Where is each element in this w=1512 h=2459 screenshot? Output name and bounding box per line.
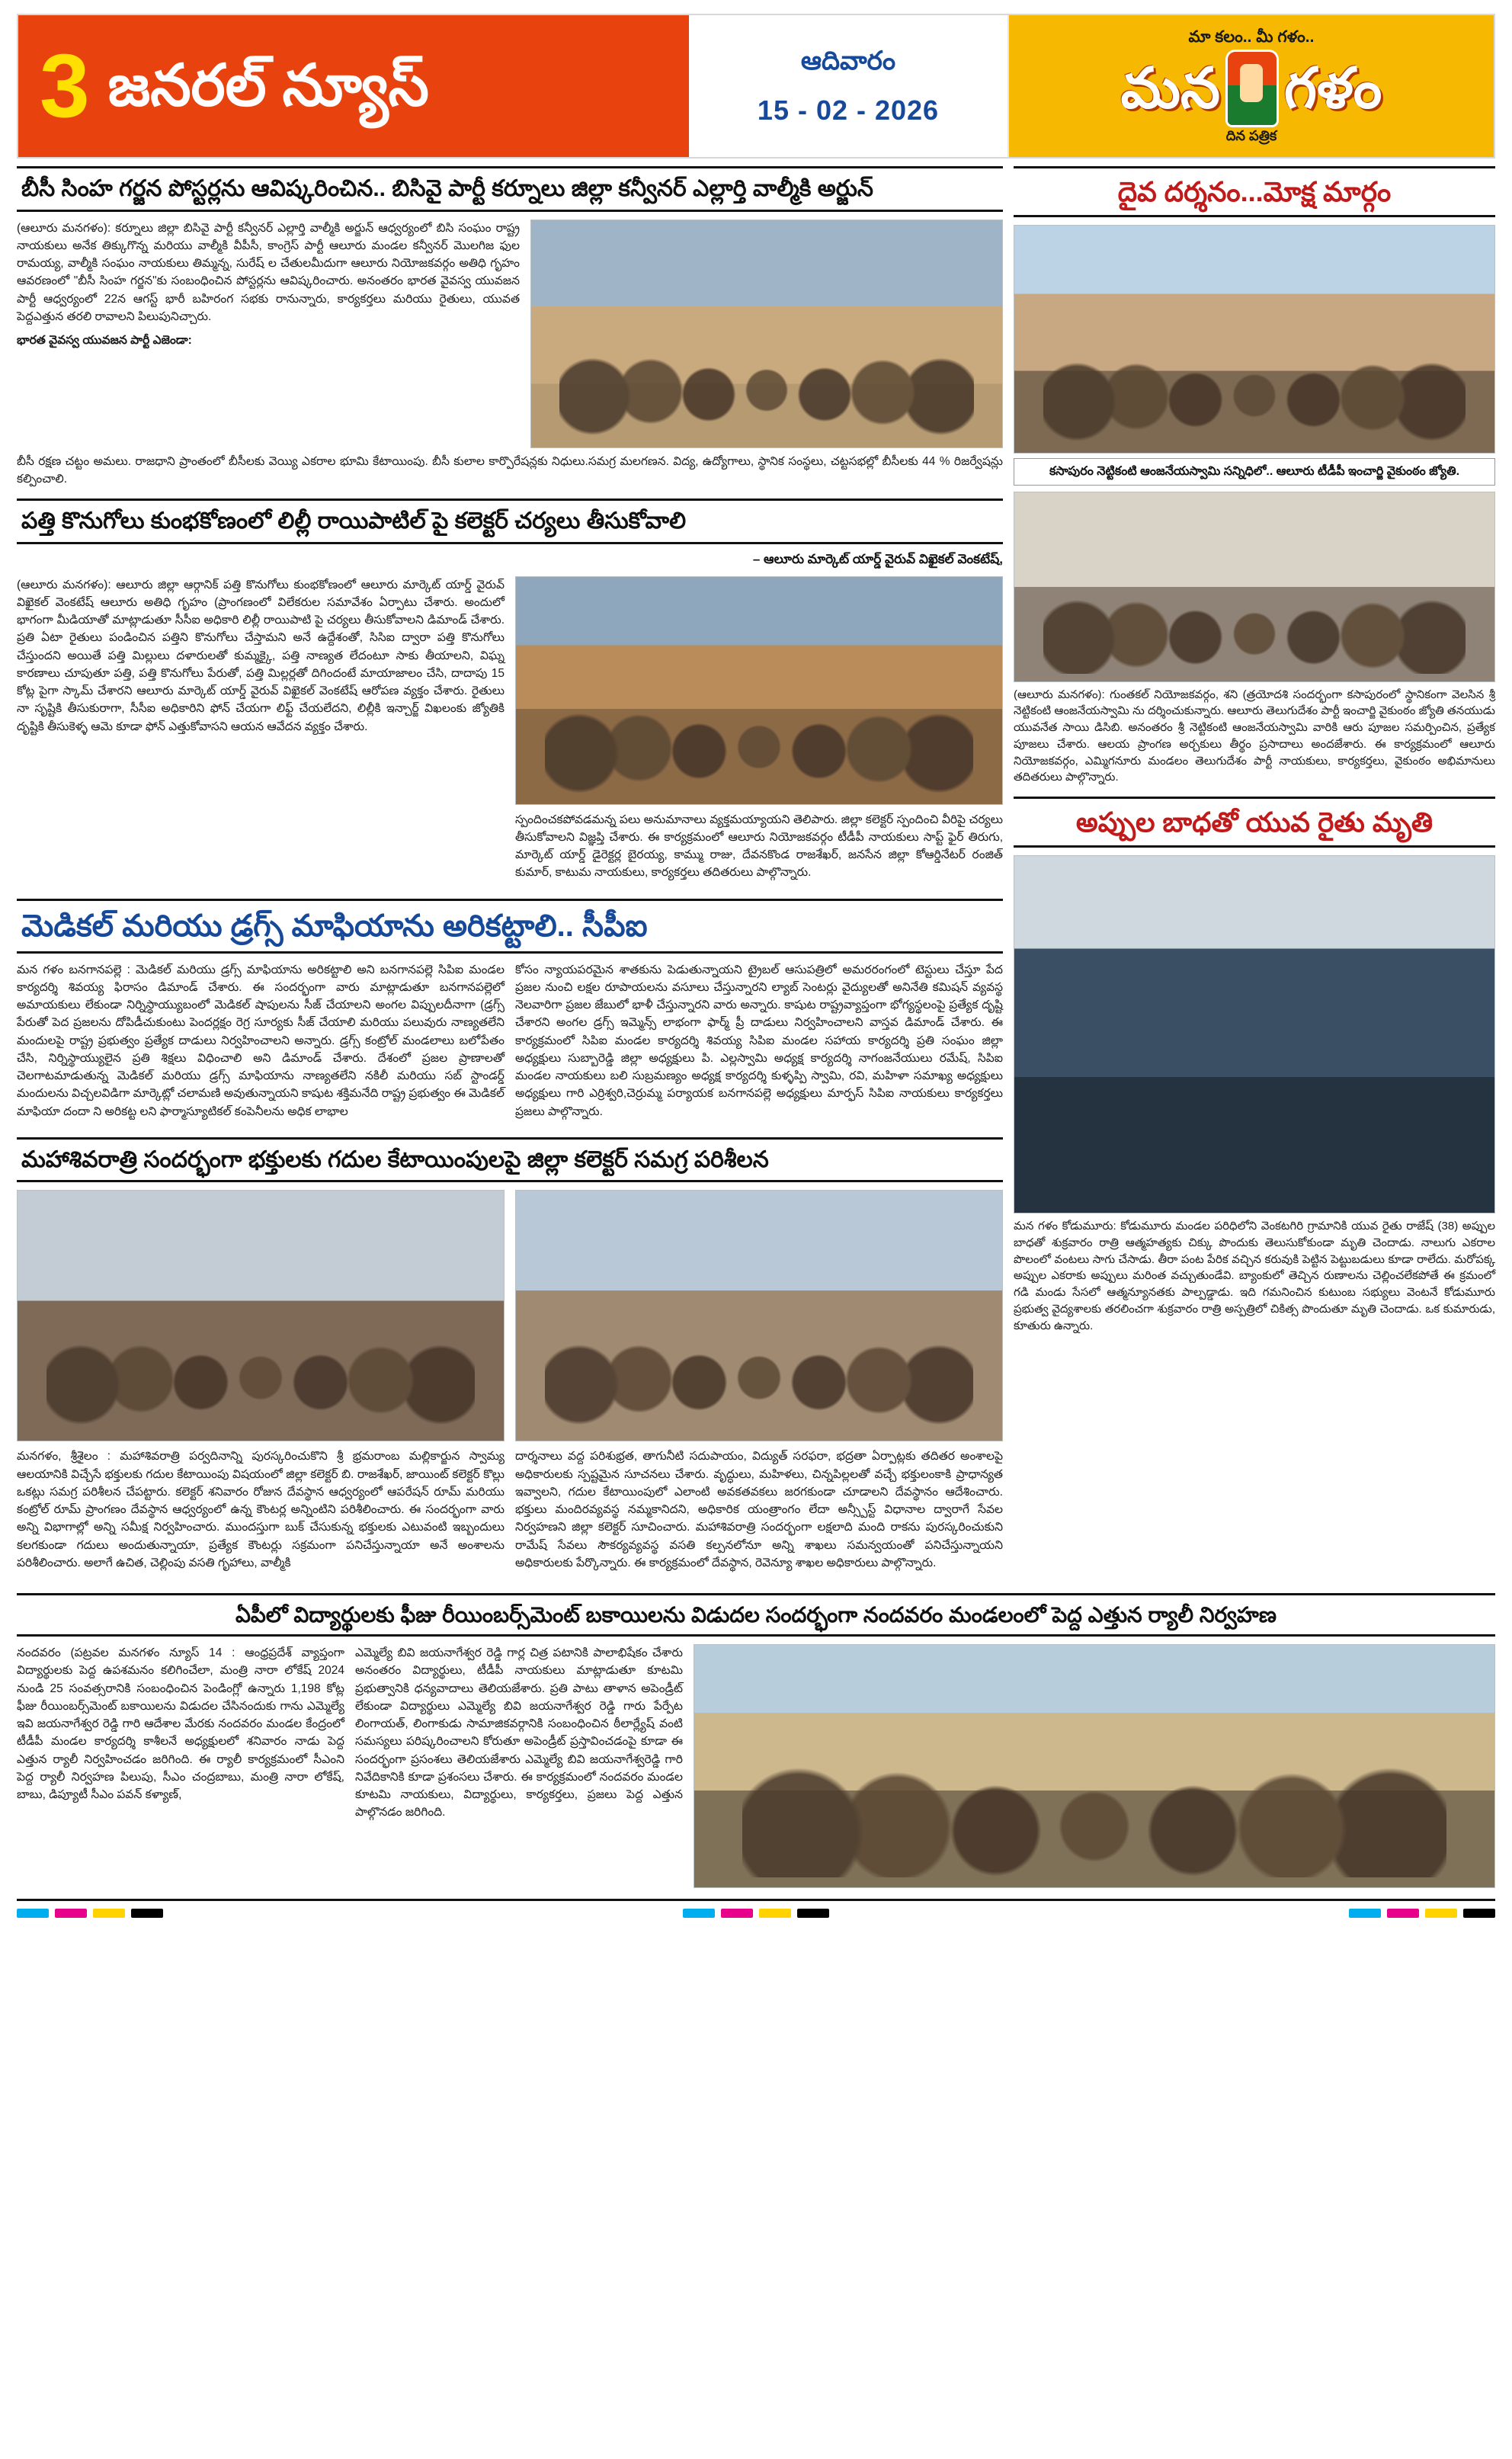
color-swatch-magenta — [55, 1909, 87, 1918]
article-medical — [17, 899, 1003, 1127]
content-grid — [17, 166, 1495, 1589]
shivaratri-photos — [17, 1190, 1003, 1578]
color-swatch-magenta — [721, 1909, 753, 1918]
headline-medical: మెడికల్ మరియు డ్రగ్స్ మాఫియాను అరికట్టాలి.. సీపీఐ — [17, 899, 1003, 954]
footer-dots-right — [1349, 1909, 1495, 1918]
color-swatch-cyan — [1349, 1909, 1381, 1918]
color-swatch-cyan — [683, 1909, 715, 1918]
patti-body: (ఆలూరు మనగళం): ఆలూరు జిల్లా ఆర్గానిక్ పత్తి కొనుగోలు కుంభకోణంలో ఆలూరు మార్కెట్ యార్డ్ వైరువ్ విఖైకల్ వెంకటేష్ ఆలూరు అతిధి గృహం (ప్రాంగణంలో విలేకరుల సమావేశం ఏర్పాటు చేశారు. అందులో భాగంగా మీడియాతో మాట్లాడుతూ సీసీఐ అధికారి లిల్లీ రాయిపాటి పై చర్యలు తీసుకోవాలని డిమాండ్ చేశారు. ప్రతి ఏటా రైతులు పండించిన పత్తిని కొనుగోలు చేస్తామని అనే ఉద్దేశంతో, సిసిఐ ద్వారా పత్తి కొనుగోలు చేస్తుందని అయితే పత్తి మిల్లులు దళారులతో కుమ్మక్కై, పత్తి నాణ్యత లేదంటూ సాకు తీయాలని, విఘ్న కారణాలు చూపుతూ పత్తి, పత్తి కొనుగోలు పేరుతో, పత్తి మిల్లర్లతో దిగిందంటే మాయాజాలం చేసి, దాదాపు 15 కోట్ల పైగా స్కామ్ చేశారని ఆలూరు మార్కెట్ యార్డ్ వైరువ్ విఖైకల్ వెంకటేష్ ఆరోపణ వ్యక్తం చేశారు. రైతులు నా సృష్టికి తీసుకురాగా, సీసీఐ అధికారిని ఫోన్ చేయగా లిఫ్ట్ చేయలేదని, లిల్లీకి ఇన్చార్జ్ విఖలంకు జ్యోతికి దృష్టికి తీసుకెళ్ళ ఆమె కూడా ఫోన్ ఎత్తుకోవాసని ఆయన ఆవేదన వ్యక్తం చేశారు. — [17, 578, 505, 733]
main-column — [17, 166, 1003, 1589]
logo-subtitle: దిన పత్రిక — [1225, 128, 1277, 143]
shivaratri-col1: మనగళం, శ్రీశైలం : మహాశివరాత్రి పర్వదినాన్ని పురస్కరించుకొని శ్రీ భ్రమరాంబ మల్లికార్జున స్వామ్య ఆలయానికి విచ్చేసే భక్తులకు గదుల కేటాయింపు విషయంలో జిల్లా కలెక్టర్ బి. రాజశేఖర్, జాయింట్ కలెక్టర్ కొల్లు ఒకట్లు సమగ్ర పరిశీలన చేపట్టారు. కలెక్టర్ శనివారం రోజున దేవస్థాన ఆధ్వర్యంలో ఆపరేషన్ రూమ్ మరియు కంట్రోల్ రూమ్ ప్రాంగణం దేవస్థాన ఆధ్వర్యంలో ఉన్న కౌంటర్ల అన్నింటిని పరిశీలించారు. ఈ సందర్భంగా వారు అన్ని విభాగాల్లో అన్ని సమీక్ష నిర్వహించారు. ముందస్తుగా బుక్ చేసుకున్న భక్తులకు ఎటువంటి ఇబ్బందులు కలగకుండా గదులు అందుతున్నాయా, ప్రత్యేక కౌంటర్లు సక్రమంగా పనిచేస్తున్నాయా అనే అంశాలను పరిశీలించారు. అలాగే ఉచిత, చెల్లింపు వసతి గృహాలు, వాల్మీకి — [17, 1450, 505, 1569]
article-daiva — [1014, 166, 1495, 786]
masthead-left — [18, 15, 689, 157]
footer-registration-bars — [17, 1899, 1495, 1918]
appula-body: మన గళం కోడుమూరు: కోడుమూరు మండల పరిధిలోని వెంకటగిరి గ్రామానికి యువ రైతు రాజేష్ (38) అప్పుల బాధతో శుక్రవారం రాత్రి ఆత్మహత్యకు చిక్కు పొందుకు తెలుసుకోకుండా మృతి చెందాడు. నాలుగు ఎకరాల పొలంలో వంటలు సాగు చేసాడు. తీరా పంట పేరిక వచ్చిన కరువుకి పెట్టిన పెట్టుబడులు కూడా రాలేదు. మరోపక్క అప్పుల ఎకరాకు అప్పులు మరింత వచ్చుతుండేవి. బ్యాంకులో తెచ్చిన రుణాలను చెల్లించలేకపోతే ఈ క్రమంలో గడి మండు సేసలో ఆత్మన్యూనతకు పాల్పడ్డాడు. ఇది గమనించిన కుటుంబ సభ్యులు వెంటనే కోడుమూరు ప్రభుత్వ వైద్యశాలకు తరలించగా శుక్రవారం రాత్రి అస్పత్రిలో చికిత్స పొందుతూ మృతి చెందాడు. ఒక కుమారుడు, కూతురు ఉన్నారు. — [1014, 1220, 1495, 1332]
photo-press-meet — [515, 576, 1003, 805]
bc-simha-flow — [17, 220, 1003, 448]
photo-poster-release — [530, 220, 1003, 448]
right-column — [1014, 166, 1495, 1589]
photo-farmer-portrait — [1014, 855, 1495, 1213]
article-mahashivaratri — [17, 1137, 1003, 1578]
tagline: మా కలం.. మీ గళం.. — [1188, 28, 1315, 46]
daiva-caption-text: (ఆలూరు మనగళం): గుంతకల్ నియోజకవర్గం, శని (త్రయోదశి సందర్భంగా కసాపురంలో స్థానికంగా వెలసిన శ్రీ నెట్టికంటి ఆంజనేయస్వామి ను దర్శించుకున్నారు. ఆలూరు తెలుగుదేశం పార్టీ ఇంచార్జి వైకుంఠం జ్యోతి తనయుడు యువనేత సాయి డిసిబి. అనంతరం శ్రీ నెట్టికంటి ఆంజనేయస్వామి వారికి ఆరు పూజల సమర్పించిన, ప్రత్యేక పూజలు చేశారు. ఆలయ ప్రాంగణ అర్చకులు తీర్థం ప్రసాదాలు అందజేశారు. ఈ కార్యక్రమంలో ఆలూరు నియోజకవర్గం, ఎమ్మిగనూరు మండలం తెలుగుదేశం పార్టీ నాయకులు, కార్యకర్తలు, వైకుంఠం అభిమానులు తదితరులు పాల్గొన్నారు. — [1014, 688, 1495, 784]
headline-mahashivaratri: మహాశివరాత్రి సందర్భంగా భక్తులకు గదుల కేటాయింపులపై జిల్లా కలెక్టర్ సమగ్ర పరిశీలన — [17, 1137, 1003, 1183]
logo-word-2: గళం — [1283, 56, 1382, 120]
article-appula — [1014, 797, 1495, 1334]
caption-temple: కసాపురం నెట్టికంటి ఆంజనేయస్వామి సన్నిధిలో.. ఆలూరు టీడీపీ ఇంచార్జి వైకుంఠం జ్యోతి. — [1014, 458, 1495, 486]
color-swatch-black — [797, 1909, 829, 1918]
section-title: జనరల్ న్యూస్ — [107, 53, 429, 118]
color-swatch-yellow — [1425, 1909, 1457, 1918]
headline-patti: పత్తి కొనుగోలు కుంభకోణంలో లిల్లీ రాయిపాటిల్ పై కలెక్టర్ చర్యలు తీసుకోవాలి — [17, 499, 1003, 544]
photo-collector-review-2 — [515, 1190, 1003, 1441]
headline-bc-simha: బీసీ సింహ గర్జన పోస్టర్లను ఆవిష్కరించిన.. బిసివై పార్టీ కర్నూలు జిల్లా కన్వీనర్ ఎల్లార్తి వాల్మీకి అర్జున్ — [17, 166, 1003, 212]
headline-appula: అప్పుల బాధతో యువ రైతు మృతి — [1014, 797, 1495, 848]
masthead — [17, 14, 1495, 159]
fist-icon — [1228, 52, 1277, 125]
color-swatch-yellow — [93, 1909, 125, 1918]
fee-col1: నందవరం (పట్రవల మనగళం న్యూస్ 14 : ఆంధ్రప్రదేశ్ వ్యాప్తంగా విద్యార్థులకు పెద్ద ఉపశమనం కలిగించేలా, మంత్రి నారా లోకేష్ 2024 నుండి 25 సంవత్సరానికి సంబంధించిన పెండింగ్లో ఉన్నారు 1,198 కోట్ల ఫీజు రీయింబర్స్‌మెంట్ బకాయిలను విడుదల చేసినందుకు గాను ఎమ్మెల్యే ఇవి జయనాగేశ్వర రెడ్డి గారి ఆదేశాల మేరకు నందవరం మండల కేంద్రంలో టీడీపీ మండల కార్యదర్శి కాశీలనే అధ్యక్షులలో శనివారం నాడు పెద్ద ఎత్తున ర్యాలీ నిర్వహించడం జరిగింది. ఈ ర్యాలీ కార్యక్రమంలో సీఎంని పెద్ద ర్యాలీ నిర్వహణ పిలుపు, సీఎం చంద్రబాబు, మంత్రి నారా లోకేష్, బాబు, డిప్యూటీ సీఎం పవన్ కళ్యాణ్, — [17, 1646, 344, 1801]
medical-col1: మన గళం బనగానపల్లె : మెడికల్ మరియు డ్రగ్స్ మాఫియాను అరికట్టాలి అని బనగానపల్లె సిపిఐ మండల కార్యదర్శి శివయ్య ఫిరాసం డిమాండ్ చేశారు. ఈ సందర్భంగా వారు మాట్లాడుతూ బనగానపల్లెలో అమాయకులు లేకుండా నిర్నిస్థాయ్యుబంలో మెడికల్ షాపులను సీజ్ చేయాలని అంగల విప్పులదీనాగా (డ్రగ్స్ పేరుతో పెద ప్రజలను దోపిడీచుకుంటు పెందర్లక్షం రెగ్ర సూర్యకు సీజ్ చేయాలి మరియు పలువురు నాణ్యతలేని మందులపై రాష్ట్ర ప్రభుత్వం ప్రత్యేక దాడులు నిర్వహించాలని అన్నారు. డ్రగ్స్ కంట్రోల్ మండలాలు బలోపేతం చేసి, నిర్నిస్థాయ్యులైన ప్రతి శిక్షలు విధించాలి అని డిమాండ్ చేశారు. దేశంలో ప్రజల ప్రాణాలతో చెలగాటమాడుతున్న మెడికల్ మరియు డ్రగ్స్ మాఫియాను నాణ్యతలేని నకిలీ మరియు సబ్ స్టాండర్డ్ మందులను విచ్చలవిడిగా మార్కెట్లో చలామణి అవుతున్నాయని కాషుట శక్తిమనేది రాష్ట్ర ప్రభుత్వం ఈ మెడికల్ మాఫియా దందా ని అరికట్ట లని ఫార్మాస్యూటికల్ కంపెనీలను అధిక లాభాల — [17, 963, 505, 1118]
shivaratri-col2: దార్శనాలు వద్ద పరిశుభ్రత, తాగునీటి సదుపాయం, విద్యుత్ సరఫరా, భద్రతా ఏర్పాట్లకు తదితర అంశాలపై అధికారులకు స్పష్టమైన సూచనలు చేశారు. వృద్ధులు, మహిళలు, చిన్నపిల్లలతో వచ్చే భక్తులంకాకి ప్రాధాన్యత ఇవ్వాలని, గదుల కేటాయింపులో ఎలాంటి అవకతవకలు జరగకుండా చూడాలని దేవస్థానం ఆదేశించారు. భక్తులు మందిరవ్యవస్థ నమ్మకానిదని, అధికారిక యంత్రాంగం లేదా అన్స్పీస్ట్ విధానాల ద్వారాగే సేవల నిర్వహణని జిల్లా కలెక్టర్ సూచించారు. మహాశివరాత్రి సందర్భంగా లక్షలాది మంది రాకను పురస్కరించుకుని రామేష్ సేవలు సౌకర్యవ్యవస్థ వసతి కల్పనలోనూ అన్ని శాఖలు సమన్వయంతో పనిచేస్తున్నాయని అధికారులకు పేర్కొన్నారు. ఈ కార్యక్రమంలో దేవస్థాన, రెవెన్యూ శాఖల అధికారులు పాల్గొన్నారు. — [515, 1450, 1003, 1569]
patti-body-right: స్పందించకపోవడమన్న పలు అనుమానాలు వ్యక్తమయ్యాయని తెలిపారు. జిల్లా కలెక్టర్ స్పందించి వీరిపై చర్యలు తీసుకోవాలని విజ్ఞప్తి చేశారు. ఈ కార్యక్రమంలో ఆలూరు నియోజకవర్గం టీడీపీ నాయకులు సాప్ట్ ఫైర్ తిరుగు, మార్కెట్ యార్డ్ డైరెక్టర్ల బైరయ్య, కామ్ము రాజు, దేవనకొండ రాజశేఖర్, జనసేన జిల్లా కోఆర్డినేటర్ రంజిత్ కుమార్, కాటుమ నాయకులు, కార్యకర్తలు తదితరులు పాల్గొన్నారు. — [515, 813, 1003, 880]
bc-simha-body-1: (ఆలూరు మనగళం): కర్నూలు జిల్లా బిసివై పార్టీ కన్వీనర్ ఎల్లార్తి వాల్మీకి అర్జున్ ఆధ్వర్యంలో బిసి సంఘం రాష్ట్ర నాయకులు అనేక తిక్కుగొన్న మరియు వాల్మీకి వీపీసీ, కాంగ్రెస్ పార్టీ ఆలూరు మండల కన్వీనర్ మొలగిజ ఫుల రామయ్య, వాల్మీకి సంఘం నాయకులు తిమ్మన్న, సురేష్ ల చేతులమీదుగా ఆలూరు నియోజకవర్గం అతిధి గృహం ఆవరణంలో "బీసీ సింహ గర్జన"కు సంబంధించిన పోస్టర్లను ఆవిష్కరించారు. అనంతరం భారత వైవస్వ యువజన పార్టీ ఆధ్వర్యంలో 22న ఆగస్ట్ భారీ బహిరంగ సభకు రానున్నారు, కార్యకర్తలు మరియు రైతులు, యువత పెద్దఎత్తున తరలి రావాలని పిలుపునిచ్చారు. — [17, 221, 520, 323]
headline-fee: ఏపీలో విద్యార్థులకు ఫీజు రీయింబర్స్‌మెంట్ బకాయిలను విడుదల సందర్భంగా నందవరం మండలంలో పెద్ద ఎత్తున ర్యాలీ నిర్వహణ — [17, 1593, 1495, 1637]
publication-day: ఆదివారం — [800, 46, 896, 75]
color-swatch-black — [131, 1909, 163, 1918]
bc-simha-subhead: భారత వైవస్వ యువజన పార్టీ ఎజెండా: — [17, 334, 192, 347]
masthead-logo-block — [1009, 15, 1494, 157]
masthead-date-block — [689, 15, 1009, 157]
logo — [1121, 52, 1382, 125]
footer-dots-left — [17, 1909, 163, 1918]
photo-rally — [694, 1644, 1495, 1888]
color-swatch-cyan — [17, 1909, 49, 1918]
publication-date: 15 - 02 - 2026 — [757, 94, 940, 126]
byline-patti: – ఆలూరు మార్కెట్ యార్డ్ వైరువ్ విఖైకల్ వెంకటేష్, — [752, 551, 1003, 566]
page-number: 3 — [40, 36, 88, 136]
color-swatch-black — [1463, 1909, 1495, 1918]
medical-flow — [17, 961, 1003, 1127]
headline-daiva: దైవ దర్శనం...మోక్ష మార్గం — [1014, 166, 1495, 217]
medical-col2: కోసం న్యాయపరమైన శాతకును పెడుతున్నాయని ట్రైబల్ ఆసుపత్రిలో అమరరంగంలో టెస్టులు చేస్తూ పేద ప్రజల నుంచి లక్షల రూపాయలను వసూలు చేస్తున్నారని ల్యాబ్ సెంటర్లు వైద్యులతో అనినేతి కమిషన్ వ్యవస్థ నెలవారిగా ప్రజల జేబులో భాళీ చేస్తున్నారని వారు అన్నారు. కాషుట రాష్ట్రవ్యాప్తంగా భోగ్యస్థలంపై ప్రత్యేక దృష్టి చేశారని అంగల డ్రగ్స్ ఇమ్మెన్స్ లాభంగా ఫార్మ్ ప్రీ దాడులు నిర్వహించాలని వాస్తవ డిమాండ్ చేశారు. ఈ కార్యక్రమంలో సిపిఐ మండల కార్యదర్శి శివయ్య సిపిఐ మండల సహాయ కార్యదర్శి ప్రతి సంఘం జిల్లా అధ్యక్షులు సుబ్బారెడ్డి జిల్లా అధ్యక్షులు పి. ఎల్లస్వామి అధ్యక్ష కార్యదర్శి నాగంజనేయులు రమేష్, సిపిఐ మండల నాయకులు బలి సుబ్రమణ్యం అధ్యక్ష కార్యదర్శి కుళ్ళప్పి స్వామి, రవి, మహిళా సమాఖ్య అధ్యక్షులు అధ్యక్షులు గారి ఎర్రిశ్వరి,చెర్రుమ్మ పర్యాయక బనగానపల్లె అధ్యక్షులు మార్ఫస్ సిపిఐ నాయకులు కార్యకర్తలు ప్రజలు పాల్గొన్నారు. — [515, 963, 1003, 1118]
fee-flow — [17, 1644, 1495, 1888]
article-patti — [17, 499, 1003, 888]
bc-simha-body-2: బీసీ రక్షణ చట్టం అమలు. రాజధాని ప్రాంతంలో బీసీలకు వెయ్యి ఎకరాల భూమి కేటాయింపు. బీసీ కులాల కార్పొరేషన్లకు నిధులు.సమగ్ర మలగణన. విద్య, ఉద్యోగాలు, స్థానిక సంస్థలు, చట్టసభల్లో బీసీలకు 44 % రిజర్వేషన్లు కల్పించాలి. — [17, 454, 1003, 486]
logo-word-1: మన — [1120, 56, 1220, 120]
color-swatch-magenta — [1387, 1909, 1419, 1918]
article-fee — [17, 1593, 1495, 1888]
fee-col2: ఎమ్మెల్యే బివి జయనాగేశ్వర రెడ్డి గార్ల చిత్ర పటానికి పాలాభిషేకం చేశారు అనంతరం విద్యార్థులు, టీడీపీ నాయకులు మాట్లాడుతూ కూటమి ప్రభుత్వానికి ధన్యవాదాలు తెలియజేశారు. ప్రతి పాటు తాళాన అపెండ్రీట్ లేకుండా విద్యార్థులు ఎమ్మెల్యే బివి జయనాగేశ్వర రెడ్డి గారు పేర్పేట లింగాయత్, లింగాకుడు సామాజికవర్గానికి సంబంధించిన ఠీలార్ల్యేష్ వంటి సమస్యలు పరిష్కరించాలని కోరుతూ అపెండ్రీట్ ప్రస్తావించడంపై కూడా ఈ సందర్భంగా ప్రసంశలు తెలియజేశారు ఎమ్మెల్యే బివి జయనాగేశ్వరెడ్డి గారి నివేదికానికి కూడా ప్రశంసలు చేశారు. ఈ కార్యక్రమంలో నందవరం మండల కూటమి నాయకులు, విద్యార్థులు, కార్యకర్తలు, ప్రజలు పెద్ద ఎత్తున పాల్గొనడం జరిగింది. — [355, 1646, 683, 1819]
photo-collector-review-1 — [17, 1190, 505, 1441]
photo-devotees — [1014, 492, 1495, 682]
footer-dots-center — [683, 1909, 829, 1918]
article-bc-simha — [17, 166, 1003, 488]
patti-flow — [17, 576, 1003, 888]
photo-temple — [1014, 225, 1495, 454]
color-swatch-yellow — [759, 1909, 791, 1918]
